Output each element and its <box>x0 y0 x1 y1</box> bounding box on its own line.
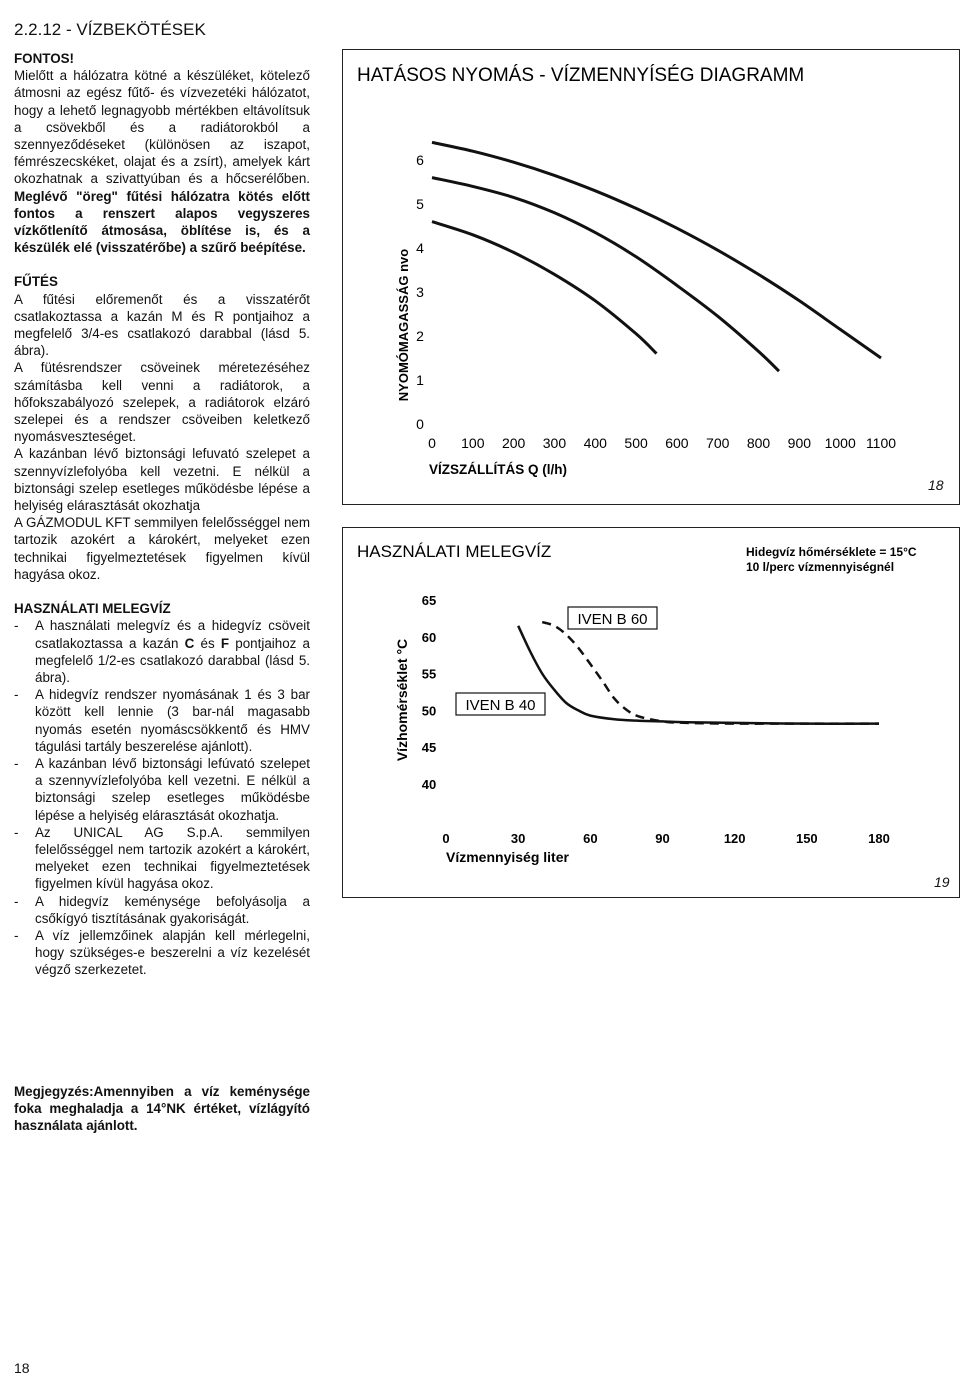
x-axis-label: Vízmennyiség liter <box>446 849 569 865</box>
connection-f: F <box>220 635 230 651</box>
chart-subtitle-line1: Hidegvíz hőmérséklete = 15°C <box>746 545 917 559</box>
x-tick-label: 800 <box>746 435 771 451</box>
y-tick-label: 3 <box>416 284 424 300</box>
y-tick-label: 2 <box>416 328 424 344</box>
dhw-chart-frame <box>342 527 960 898</box>
list-item <box>14 755 310 824</box>
x-tick-label: 150 <box>795 831 818 846</box>
y-axis-label: NYOMÓMAGASSÁG nvo <box>396 248 411 402</box>
hmv-item3-text: A kazánban lévő biztonsági lefúvató szelepet a szennyvízlefolyóba kell vezetni. E nélkül a biztonsági szelep esetleges működésbe lépése a helyiség elárasztását okozhatja. <box>35 755 310 823</box>
list-item <box>14 824 310 893</box>
x-tick-label: 180 <box>868 831 890 846</box>
chart-subtitle-line2: 10 l/perc vízmennyiségnél <box>746 560 895 574</box>
chart-title: HATÁSOS NYOMÁS - VÍZMENNYÍSÉG DIAGRAMM <box>357 65 805 86</box>
hmv-item1-and: és <box>194 635 221 651</box>
series-line <box>432 142 881 358</box>
x-tick-label: 60 <box>583 831 598 846</box>
x-tick-label: 120 <box>723 831 746 846</box>
hmv-title: HASZNÁLATI MELEGVÍZ <box>14 601 171 617</box>
chart-title: HASZNÁLATI MELEGVÍZ <box>357 542 552 561</box>
hmv-item4-text: Az UNICAL AG S.p.A. semmilyen felelősséggel nem tartozik azokért a károkért, melyeket ezen technikai figyelmeztetések figyelmen kívül hagyása okoz. <box>35 824 310 892</box>
pressure-flow-chart-frame <box>342 49 960 505</box>
x-tick-label: 100 <box>461 435 485 451</box>
y-tick-label: 50 <box>421 703 437 719</box>
dash-marker: - <box>14 618 19 634</box>
series-label: IVEN B 60 <box>577 611 648 628</box>
y-axis-label: Vízhomérséklet °C <box>394 638 410 762</box>
futes-paragraph-2: A fütésrendszer csöveinek méretezéséhez számításba kell venni a radiátorok, a hőfokszabályozó szelepek, a radiátorok elzáró szelepei és a rendszer csöveiben keletkező nyomásveszteséget. <box>14 360 310 445</box>
futes-paragraph-3: A kazánban lévő biztonsági lefuvató szelepet a szennyvízlefolyóba kell vezetni. E nélkül a biztonsági szelep esetleges működésbe lépése a helyiség elárasztását okozhatja <box>14 446 310 514</box>
hmv-item6-text: A víz jellemzőinek alapján kell mérlegelni, hogy szükséges-e beszerelni a víz kezelését végző szerkezetet. <box>35 927 310 978</box>
list-item <box>14 893 310 927</box>
dash-marker: - <box>14 927 19 943</box>
pressure-flow-chart <box>343 50 959 504</box>
series-label: IVEN B 40 <box>465 697 536 714</box>
hmv-list <box>14 617 310 978</box>
x-tick-label: 1100 <box>865 435 897 451</box>
x-tick-label: 400 <box>583 435 607 451</box>
series-line <box>542 622 879 724</box>
fontos-paragraph <box>14 67 310 256</box>
page-number: 18 <box>14 1360 30 1376</box>
dhw-temperature-chart <box>343 528 959 897</box>
futes-paragraph-4: A GÁZMODUL KFT semmilyen felelősséggel nem tartozik azokért a károkért, melyeket ezen technikai figyelmeztetések figyelmen kívül hagyása okoz. <box>14 515 310 582</box>
x-tick-label: 900 <box>787 435 812 451</box>
x-tick-label: 90 <box>655 831 670 846</box>
x-tick-label: 300 <box>542 435 567 451</box>
series-line <box>432 222 657 354</box>
fontos-title: FONTOS! <box>14 51 75 66</box>
x-tick-label: 30 <box>510 831 526 846</box>
y-tick-label: 4 <box>416 240 424 256</box>
y-tick-label: 6 <box>416 152 424 168</box>
list-item <box>14 617 310 686</box>
x-tick-label: 600 <box>665 435 689 451</box>
dash-marker: - <box>14 687 19 703</box>
y-tick-label: 1 <box>416 372 424 388</box>
y-tick-label: 55 <box>421 666 437 682</box>
section-heading: 2.2.12 - VÍZBEKÖTÉSEK <box>14 20 206 39</box>
dash-marker: - <box>14 893 19 909</box>
list-item <box>14 686 310 755</box>
y-tick-label: 40 <box>421 777 437 792</box>
dash-marker: - <box>14 824 19 840</box>
hmv-item1-text-a: A használati melegvíz és a hidegvíz csöveit csatlakoztassa a kazán <box>35 618 310 651</box>
y-tick-label: 0 <box>416 416 424 432</box>
y-tick-label: 45 <box>421 740 437 756</box>
x-tick-label: 0 <box>442 831 450 846</box>
x-axis-label: VÍZSZÁLLÍTÁS Q (l/h) <box>429 462 567 477</box>
hmv-item5-text: A hidegvíz keménysége befolyásolja a csőkígyó tisztításának gyakoriságát. <box>35 893 310 926</box>
futes-title: FŰTÉS <box>14 274 58 290</box>
hmv-item1-text-b: pontjaihoz a megfelelő 1/2-es csatlakozó darabbal (lásd 5. ábra). <box>35 635 310 685</box>
x-tick-label: 200 <box>501 435 526 451</box>
x-tick-label: 1000 <box>824 435 856 451</box>
futes-paragraph-1: A fűtési előremenőt és a visszatérőt csatlakoztassa a kazán M és R pontjaihoz a megfelelő 3/4-es csatlakozó darabbal (lásd 5. ábra). <box>14 291 310 359</box>
x-tick-label: 700 <box>706 435 730 451</box>
fontos-text: Mielőtt a hálózatra kötné a készüléket, kötelező átmosni az egész fűtő- és vízvezetéki hálózatot, hogy a lehető legnagyobb mértékben eltávolítsuk a csövekből és a radiátorokból a szennyeződéseket (különösen az iszapot, fémrészecskéket, olajat és a zsírt), amelyek kárt okozhatnak a szivattyúban és a hőcserélőben. <box>14 68 310 187</box>
figure-number: 18 <box>928 477 944 493</box>
connection-c: C <box>184 635 195 651</box>
left-column <box>14 50 310 979</box>
y-tick-label: 65 <box>421 593 437 608</box>
list-item <box>14 927 310 979</box>
water-hardness-note: Megjegyzés:Amennyiben a víz keménysége foka meghaladja a 14°NK értéket, vízlágyító használata ajánlott. <box>14 1084 310 1134</box>
dash-marker: - <box>14 755 19 771</box>
x-tick-label: 500 <box>624 435 648 451</box>
fontos-bold-text: Meglévő "öreg" fűtési hálózatra kötés előtt fontos a renszert alapos vegyszeres vízkőtlenítő átmosása, öblítése is, és a készülék elé (visszatérőbe) a szűrő beépítése. <box>14 188 310 256</box>
hmv-item2-text: A hidegvíz rendszer nyomásának 1 és 3 bar között kell lennie (3 bar-nál magasabb nyomás esetén nyomáscsökkentő és HMV tágulási tartály beszerelése ajánlott). <box>35 687 310 754</box>
x-tick-label: 0 <box>428 435 436 451</box>
figure-number: 19 <box>934 874 950 890</box>
y-tick-label: 60 <box>421 629 437 645</box>
series-line <box>432 178 779 372</box>
y-tick-label: 5 <box>416 196 424 212</box>
